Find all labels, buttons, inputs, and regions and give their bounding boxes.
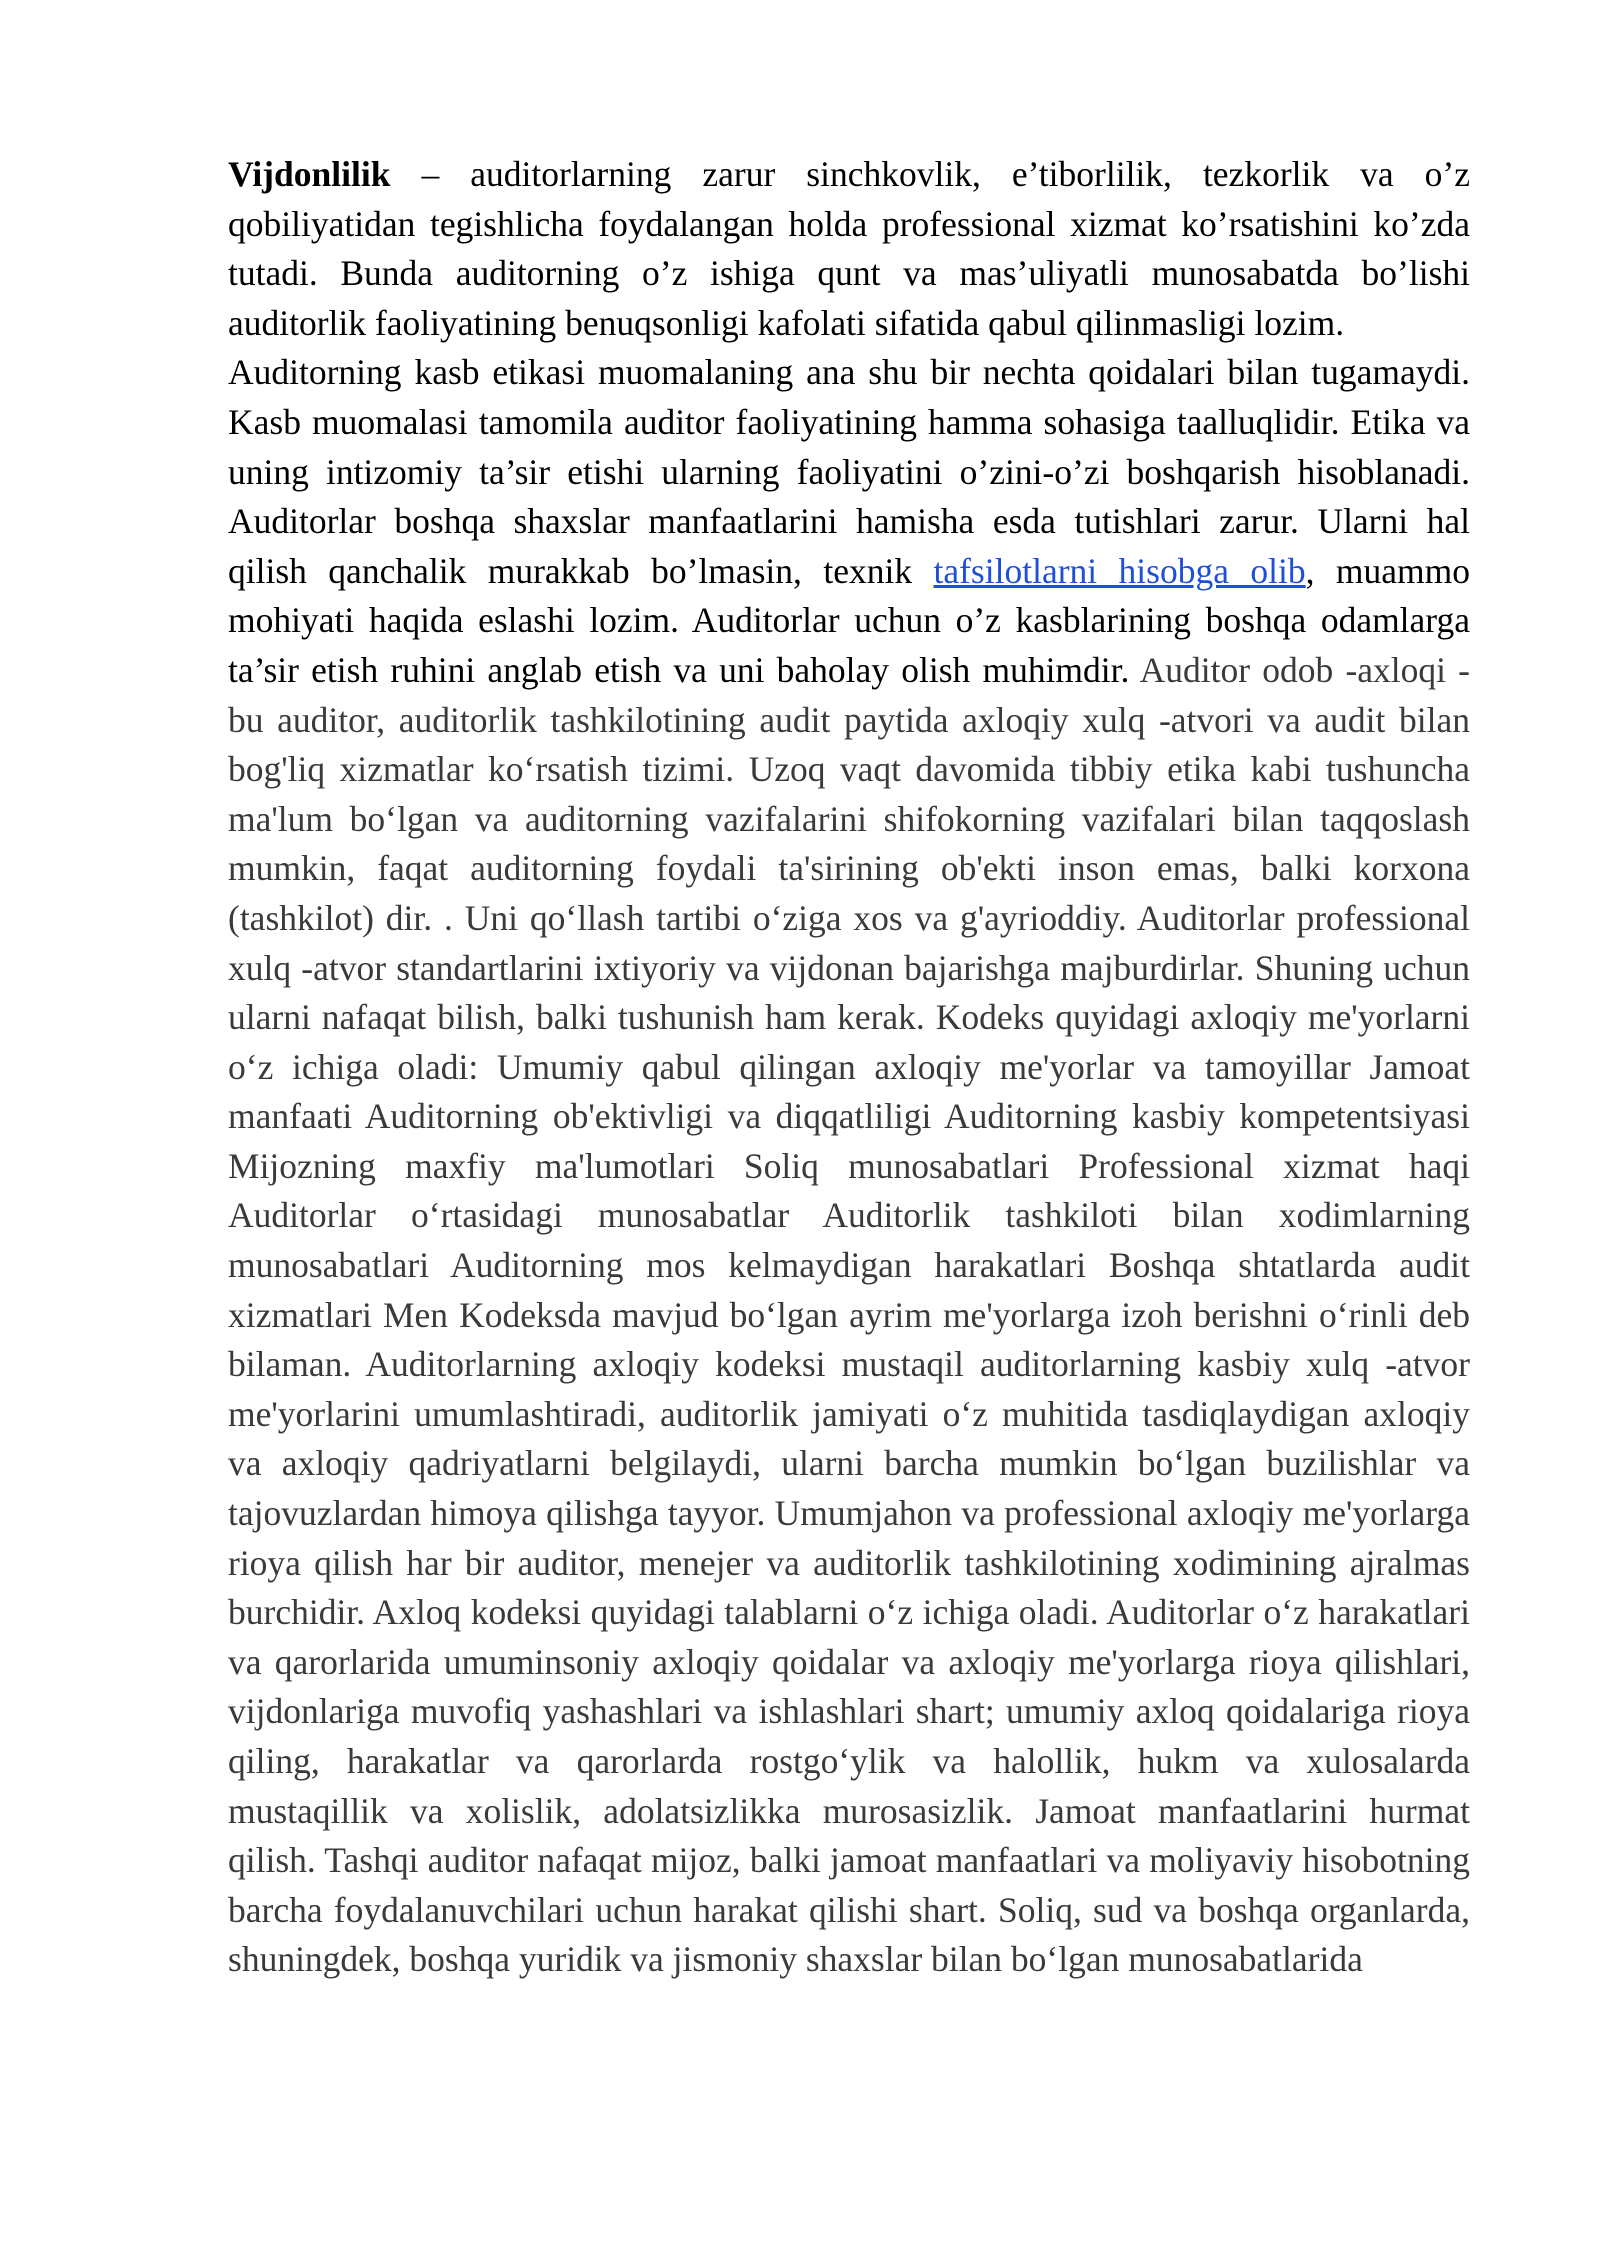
paragraph-kasb-etikasi-text: Auditorning kasb etikasi muomalaning ana shu bir nechta qoidalari bilan tugamaydi. Kasb muomalasi tamomila auditor faoliyatining hamma sohasiga taalluqlidir. Etika va uning intizomiy ta’sir etishi ularning faoliyatini o’zini-o’zi boshqarish hisoblanadi. Auditorlar boshqa shaxslar manfaatlarini hamisha esda tutishlari zarur. Ularni hal qilish qanchalik murakkab bo’lmasin, texnik: [228, 352, 1470, 591]
details-link[interactable]: tafsilotlarni hisobga olib: [933, 550, 1306, 591]
paragraph-vijdonlilik-text: – auditorlarning zarur sinchkovlik, e’tiborlilik, tezkorlik va o’z qobiliyatidan tegishlicha foydalangan holda professional xizmat ko’rsatishini ko’zda tutadi. Bunda auditorning o’z ishiga qunt va mas’uliyatli munosabatda bo’lishi auditorlik faoliyatining benuqsonligi kafolati sifatida qabul qilinmasligi lozim.: [228, 154, 1470, 343]
paragraph-auditor-odob-axloqi: Auditor odob -axloqi - bu auditor, auditorlik tashkilotining audit paytida axloqiy xulq -atvori va audit bilan bog'liq xizmatlar ko‘rsatish tizimi. Uzoq vaqt davomida tibbiy etika kabi tushuncha ma'lum bo‘lgan va auditorning vazifalarini shifokorning vazifalari bilan taqqoslash mumkin, faqat auditorning foydali ta'sirining ob'ekti inson emas, balki korxona (tashkilot) dir. . Uni qo‘llash tartibi o‘ziga xos va g'ayrioddiy. Auditorlar professional xulq -atvor standartlarini ixtiyoriy va vijdonan bajarishga majburdirlar. Shuning uchun ularni nafaqat bilish, balki tushunish ham kerak. Kodeks quyidagi axloqiy me'yorlarni o‘z ichiga oladi: Umumiy qabul qilingan axloqiy me'yorlar va tamoyillar Jamoat manfaati Auditorning ob'ektivligi va diqqatliligi Auditorning kasbiy kompetentsiyasi Mijozning maxfiy ma'lumotlari Soliq munosabatlari Professional xizmat haqi Auditorlar o‘rtasidagi munosabatlar Auditorlik tashkiloti bilan xodimlarning munosabatlari Auditorning mos kelmaydigan harakatlari Boshqa shtatlarda audit xizmatlari Men Kodeksda mavjud bo‘lgan ayrim me'yorlarga izoh berishni o‘rinli deb bilaman. Auditorlarning axloqiy kodeksi mustaqil auditorlarning kasbiy xulq -atvor me'yorlarini umumlashtiradi, auditorlik jamiyati o‘z muhitida tasdiqlaydigan axloqiy va axloqiy qadriyatlarni belgilaydi, ularni barcha mumkin bo‘lgan buzilishlar va tajovuzlardan himoya qilishga tayyor. Umumjahon va professional axloqiy me'yorlarga rioya qilish har bir auditor, menejer va auditorlik tashkilotining xodimining ajralmas burchidir. Axloq kodeksi quyidagi talablarni o‘z ichiga oladi. Auditorlar o‘z harakatlari va qarorlarida umuminsoniy axloqiy qoidalar va axloqiy me'yorlarga rioya qilishlari, vijdonlariga muvofiq yashashlari va ishlashlari shart; umumiy axloq qoidalariga rioya qiling, harakatlar va qarorlarda rostgo‘ylik va halollik, hukm va xulosalarda mustaqillik va xolislik, adolatsizlikka murosasizlik. Jamoat manfaatlarini hurmat qilish. Tashqi auditor nafaqat mijoz, balki jamoat manfaatlari va moliyaviy hisobotning barcha foydalanuvchilari uchun harakat qilishi shart. Soliq, sud va boshqa organlarda, shuningdek, boshqa yuridik va jismoniy shaxslar bilan bo‘lgan munosabatlarida: [228, 649, 1470, 1980]
paragraph-vijdonlilik: [228, 150, 1470, 348]
paragraph-kasb-etikasi-continued: , muammo mohiyati haqida eslashi lozim. Auditorlar uchun o’z kasblarining boshqa odamlarga ta’sir etish ruhini anglab etish va uni baholay olish muhimdir.: [228, 550, 1470, 690]
document-page: [228, 150, 1470, 1985]
term-vijdonlilik: Vijdonlilik: [228, 154, 391, 194]
paragraph-kasb-etikasi: [228, 348, 1470, 1985]
